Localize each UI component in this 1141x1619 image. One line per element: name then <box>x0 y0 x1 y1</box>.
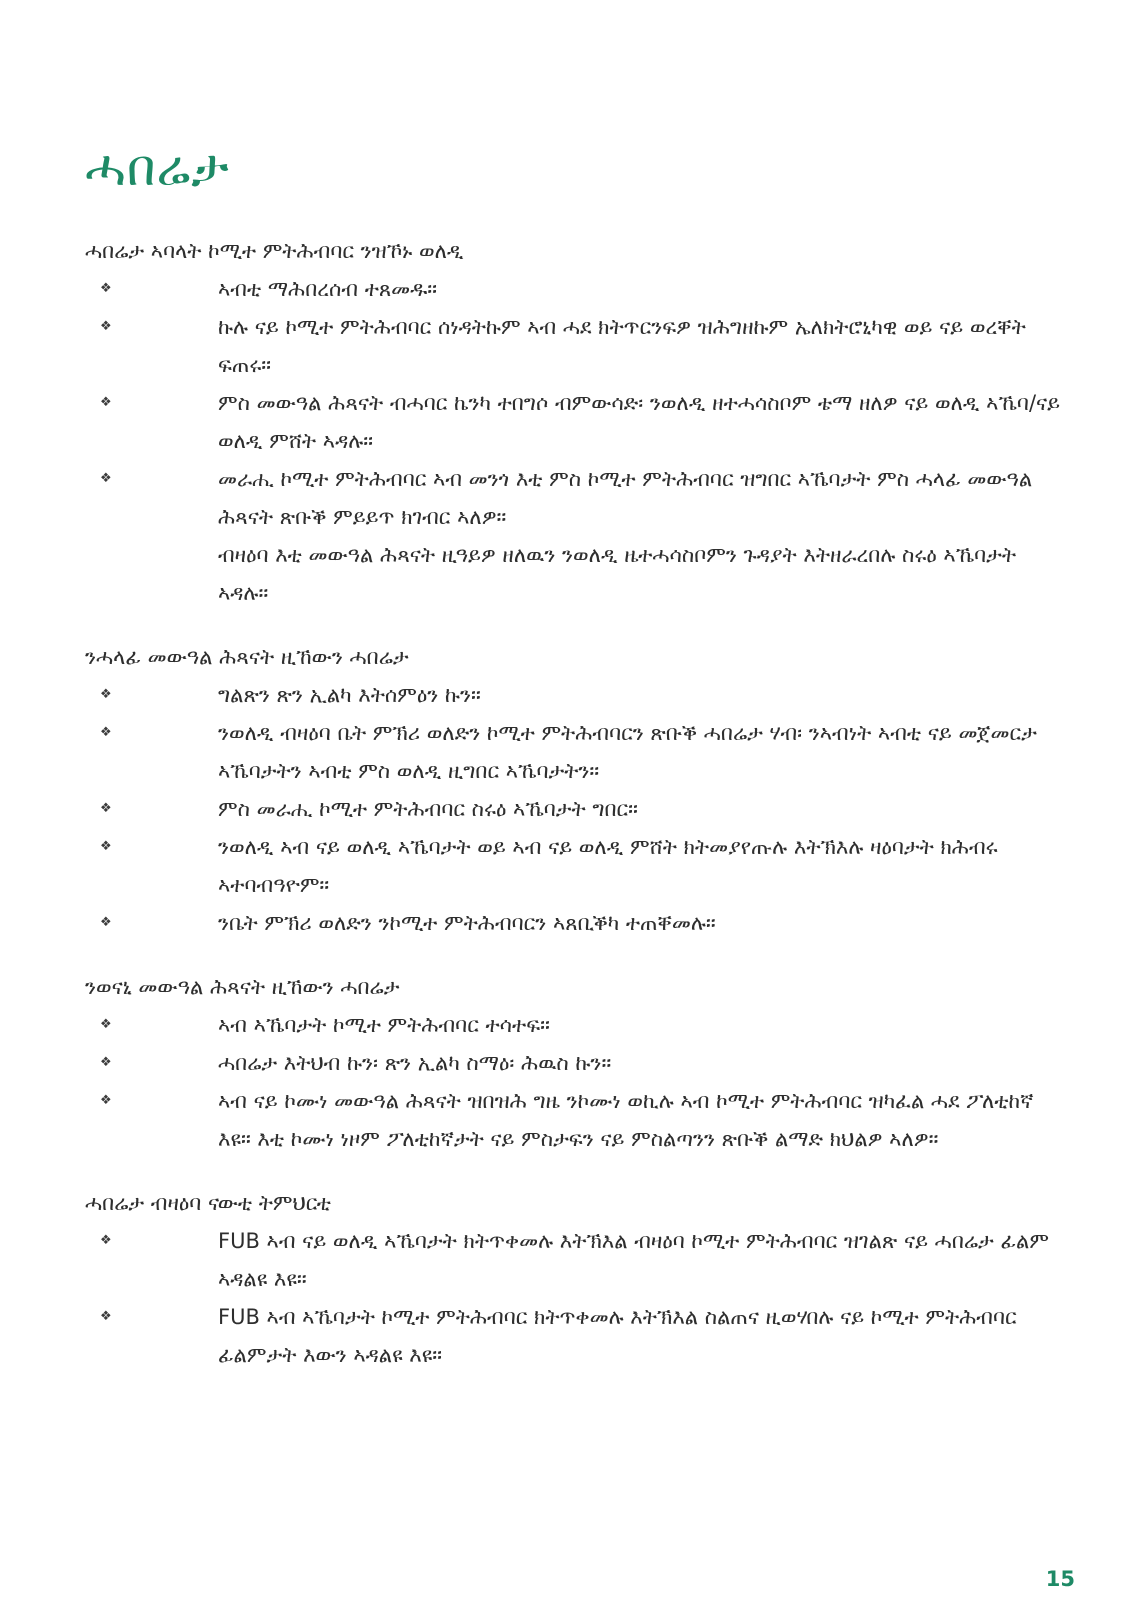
diamond-bullet-icon: ❖ <box>100 1055 112 1070</box>
diamond-bullet-icon: ❖ <box>100 319 112 334</box>
section-heading: ሓበሬታ ኣባላት ኮሚተ ምትሕብባር ንዝኾኑ ወለዲ <box>85 239 464 263</box>
list-item-text: ሓበሬታ እትህብ ኩን፡ ጽን ኢልካ ስማዕ፡ ሕዉስ ኩን። <box>218 1051 612 1075</box>
list-item-text: ምስ መውዓል ሕጻናት ብሓባር ኬንካ ተበግሶ ብምውሳድ፡ ንወለዲ ዘተሓሳስቦም ቴማ ዘለዎ ናይ ወለዲ ኣኼባ/ናይ ወለዲ ምሸት ኣዳሉ። <box>218 391 1061 453</box>
list-item <box>85 1044 1061 1082</box>
list-item <box>85 308 1061 384</box>
diamond-bullet-icon: ❖ <box>100 395 112 410</box>
section-heading: ንሓላፊ መውዓል ሕጻናት ዚኸውን ሓበሬታ <box>85 645 409 669</box>
diamond-bullet-icon: ❖ <box>100 1233 112 1248</box>
list-item-text: FUB ኣብ ኣኼባታት ኮሚተ ምትሕብባር ክትጥቀመሉ እትኽእል ስልጠና ዚወሃበሉ ናይ ኮሚተ ምትሕብባር ፊልምታት እውን ኣዳልዩ እዩ። <box>218 1305 1017 1367</box>
diamond-bullet-icon: ❖ <box>100 915 112 930</box>
list-item <box>85 1006 1061 1044</box>
list-item-text: ንወለዲ ኣብ ናይ ወለዲ ኣኼባታት ወይ ኣብ ናይ ወለዲ ምሸት ክትመያየጡሉ እትኽእሉ ዛዕባታት ክሕብሩ ኣተባብዓዮም። <box>218 835 998 897</box>
list-item-text: ንወለዲ ብዛዕባ ቤት ምኽሪ ወለድን ኮሚተ ምትሕብባርን ጽቡቕ ሓበሬታ ሃብ፡ ንኣብነት ኣብቲ ናይ መጀመርታ ኣኼባታትን ኣብቲ ምስ ወለዲ ዚግበር ኣኼባታትን። <box>218 721 1037 783</box>
diamond-bullet-icon: ❖ <box>100 281 112 296</box>
list-item-text: ኣብ ኣኼባታት ኮሚተ ምትሕብባር ተሳተፍ። <box>218 1013 550 1037</box>
list-item <box>85 1298 1061 1374</box>
section-parents-info <box>85 232 1061 612</box>
list-item <box>85 828 1061 904</box>
diamond-bullet-icon: ❖ <box>100 801 112 816</box>
section-heading: ሓበሬታ ብዛዕባ ናውቲ ትምህርቲ <box>85 1191 331 1215</box>
list-item-text: ኩሉ ናይ ኮሚተ ምትሕብባር ሰነዳትኩም ኣብ ሓደ ክትጥርንፍዎ ዝሕግዘኩም ኤለክትሮኒካዊ ወይ ናይ ወረቐት ፍጠሩ። <box>218 315 1026 377</box>
list-item-text: ኣብቲ ማሕበረሰብ ተጸመዱ። <box>218 277 438 301</box>
list-item-text: ምስ መራሒ ኮሚተ ምትሕብባር ስሩዕ ኣኼባታት ግበር። <box>218 797 638 821</box>
list-item-text: FUB ኣብ ናይ ወለዲ ኣኼባታት ክትጥቀመሉ እትኽእል ብዛዕባ ኮሚተ ምትሕብባር ዝገልጽ ናይ ሓበሬታ ፊልም ኣዳልዩ እዩ። <box>218 1229 1049 1291</box>
section-teaching-materials-info <box>85 1184 1061 1374</box>
diamond-bullet-icon: ❖ <box>100 1093 112 1108</box>
section-daycare-manager-info <box>85 638 1061 942</box>
list-item <box>85 460 1061 612</box>
list-item-text: ኣብ ናይ ኮሙነ መውዓል ሕጻናት ዝበዝሕ ግዜ ንኮሙነ ወኪሉ ኣብ ኮሚተ ምትሕብባር ዝካፈል ሓደ ፖለቲከኛ እዩ። እቲ ኮሙነ ነዞም ፖለቲከኛታት ናይ ምስታፍን ናይ ምስልጣንን ጽቡቕ ልማድ ክህልዎ ኣለዎ። <box>218 1089 1034 1151</box>
diamond-bullet-icon: ❖ <box>100 839 112 854</box>
diamond-bullet-icon: ❖ <box>100 1017 112 1032</box>
list-item <box>85 384 1061 460</box>
page-number: 15 <box>1045 1567 1075 1591</box>
list-item-text: ንቤት ምኽሪ ወለድን ንኮሚተ ምትሕብባርን ኣጸቢቕካ ተጠቐመሉ። <box>218 911 716 935</box>
section-heading: ንወናኒ መውዓል ሕጻናት ዚኸውን ሓበሬታ <box>85 975 400 999</box>
diamond-bullet-icon: ❖ <box>100 471 112 486</box>
diamond-bullet-icon: ❖ <box>100 725 112 740</box>
section-daycare-owner-info <box>85 968 1061 1158</box>
list-item <box>85 270 1061 308</box>
diamond-bullet-icon: ❖ <box>100 1309 112 1324</box>
list-item <box>85 1082 1061 1158</box>
list-item <box>85 790 1061 828</box>
list-item-subtext: ብዛዕባ እቲ መውዓል ሕጻናት ዚዓይዎ ዘለዉን ንወለዲ ዜተሓሳስቦምን ጉዳያት እትዘራረበሉ ስሩዕ ኣኼባታት ኣዳሉ። <box>218 543 1017 605</box>
diamond-bullet-icon: ❖ <box>100 687 112 702</box>
list-item <box>85 904 1061 942</box>
list-item-text: ግልጽን ጽን ኢልካ እትሰምዕን ኩን። <box>218 683 481 707</box>
list-item <box>85 676 1061 714</box>
list-item <box>85 1222 1061 1298</box>
page-title: ሓበሬታ <box>85 139 230 197</box>
list-item-text: መራሒ ኮሚተ ምትሕብባር ኣብ መንጎ እቲ ምስ ኮሚተ ምትሕብባር ዝግበር ኣኼባታት ምስ ሓላፊ መውዓል ሕጻናት ጽቡቕ ምይይጥ ክገብር ኣለዎ። <box>218 467 1033 529</box>
list-item <box>85 714 1061 790</box>
